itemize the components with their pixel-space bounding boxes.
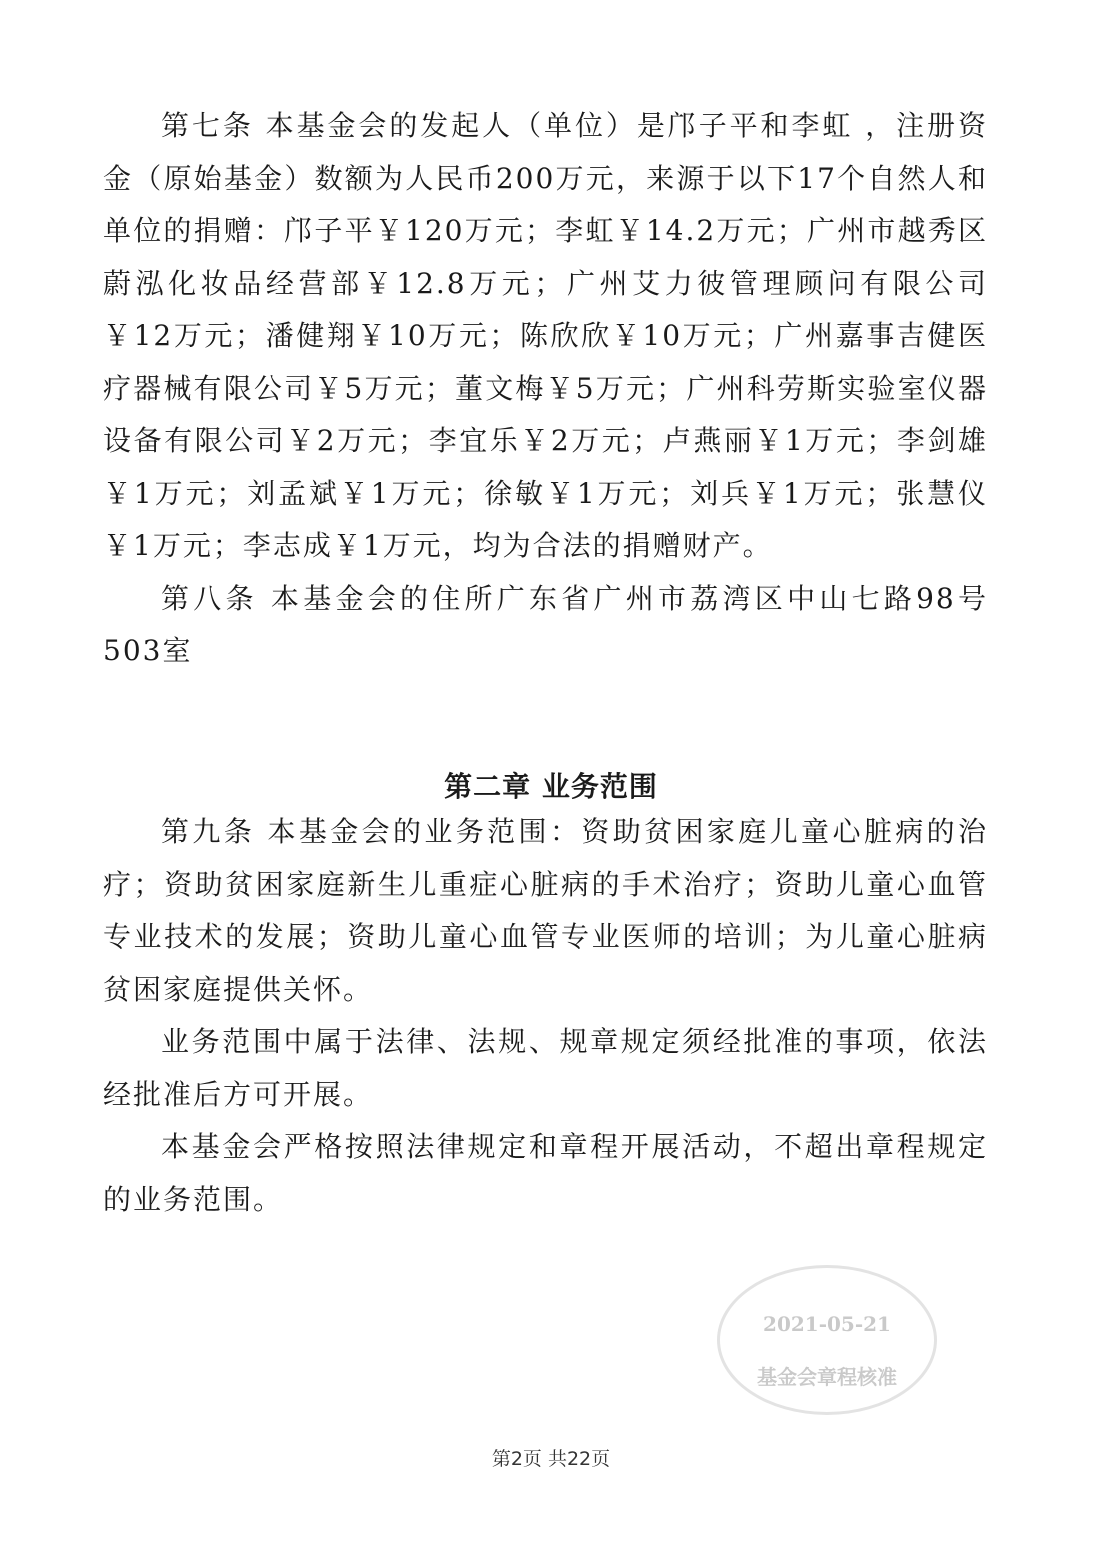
compliance-paragraph: 本基金会严格按照法律规定和章程开展活动，不超出章程规定的业务范围。 <box>103 1130 988 1216</box>
article-9-paragraph: 第九条 本基金会的业务范围：资助贫困家庭儿童心脏病的治疗；资助贫困家庭新生儿重症心脏病的手术治疗；资助儿童心血管专业技术的发展；资助儿童心血管专业医师的培训；为儿童心脏病贫困家庭提供关怀。 <box>103 815 988 1006</box>
business-scope-section <box>103 806 988 1226</box>
stamp-date: 2021-05-21 <box>763 1312 891 1336</box>
articles-section <box>103 100 988 678</box>
approval-stamp <box>717 1265 937 1415</box>
page-footer: 第2页 共22页 <box>491 1448 611 1470</box>
article-8-paragraph: 第八条 本基金会的住所广东省广州市荔湾区中山七路98号503室 <box>103 581 988 667</box>
stamp-text: 基金会章程核准 <box>757 1365 897 1389</box>
approval-paragraph: 业务范围中属于法律、法规、规章规定须经批准的事项，依法经批准后方可开展。 <box>103 1025 988 1111</box>
chapter-heading: 第二章 业务范围 <box>444 770 658 803</box>
article-7-paragraph: 第七条 本基金会的发起人（单位）是邝子平和李虹 ，注册资金（原始基金）数额为人民币200万元，来源于以下17个自然人和单位的捐赠：邝子平￥120万元；李虹￥14.2万元；广州市越秀区蔚泓化妆品经营部￥12.8万元；广州艾力彼管理顾问有限公司￥12万元；潘健翔￥10万元；陈欣欣￥10万元；广州嘉事吉健医疗器械有限公司￥5万元；董文梅￥5万元；广州科劳斯实验室仪器设备有限公司￥2万元；李宜乐￥2万元；卢燕丽￥1万元；李剑雄￥1万元；刘孟斌￥1万元；徐敏￥1万元；刘兵￥1万元；张慧仪￥1万元；李志成￥1万元，均为合法的捐赠财产。 <box>103 109 988 562</box>
